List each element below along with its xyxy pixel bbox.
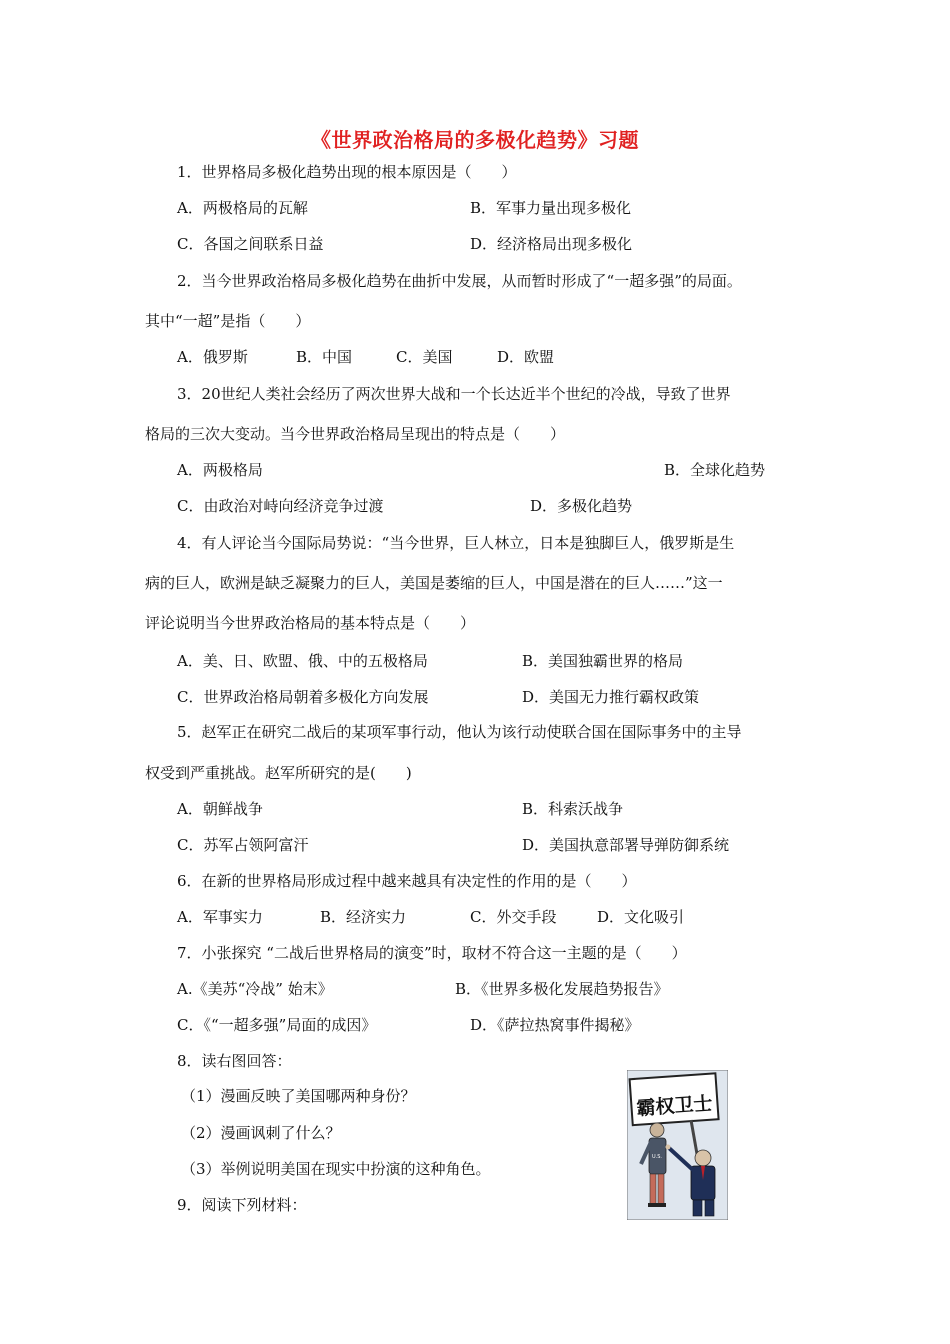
q5-stem-line1: 5．赵军正在研究二战后的某项军事行动，他认为该行动使联合国在国际事务中的主导 xyxy=(177,723,742,741)
q7-option-b: B．《世界多极化发展趋势报告》 xyxy=(455,980,669,998)
hegemony-guard-cartoon xyxy=(627,1070,728,1220)
q6-option-b: B．经济实力 xyxy=(320,908,407,926)
q3-stem-line1: 3．20世纪人类社会经历了两次世界大战和一个长达近半个世纪的冷战，导致了世界 xyxy=(177,385,731,403)
q3-option-a: A．两极格局 xyxy=(177,461,263,479)
q5-stem-line2: 权受到严重挑战。赵军所研究的是( ) xyxy=(145,764,412,782)
q4-stem-line1: 4．有人评论当今国际局势说：“当今世界，巨人林立，日本是独脚巨人，俄罗斯是生 xyxy=(177,534,735,552)
q2-option-c: C．美国 xyxy=(396,348,453,366)
q2-stem-line2: 其中“一超”是指（ ） xyxy=(145,312,311,330)
q1-option-d: D．经济格局出现多极化 xyxy=(470,235,633,253)
q7-option-c: C．《“一超多强”局面的成因》 xyxy=(177,1016,377,1034)
q4-option-b: B．美国独霸世界的格局 xyxy=(522,652,684,670)
q2-option-d: D．欧盟 xyxy=(497,348,555,366)
q3-option-b: B．全球化趋势 xyxy=(664,461,766,479)
q7-option-a: A.《美苏“冷战” 始末》 xyxy=(177,980,333,998)
q6-option-d: D．文化吸引 xyxy=(597,908,685,926)
q6-option-a: A．军事实力 xyxy=(177,908,263,926)
q4-stem-line3: 评论说明当今世界政治格局的基本特点是（ ） xyxy=(145,614,476,632)
cartoon-tag-text: U.S. xyxy=(651,1154,663,1160)
q4-option-a: A．美、日、欧盟、俄、中的五极格局 xyxy=(177,652,428,670)
document-title: 《世界政治格局的多极化趋势》习题 xyxy=(311,128,639,152)
q5-option-c: C．苏军占领阿富汗 xyxy=(177,836,309,854)
q1-stem: 1．世界格局多极化趋势出现的根本原因是（ ） xyxy=(177,163,517,181)
q8-sub-3: （3）举例说明美国在现实中扮演的这种角色。 xyxy=(181,1160,491,1178)
q2-option-a: A．俄罗斯 xyxy=(177,348,248,366)
q6-stem: 6．在新的世界格局形成过程中越来越具有决定性的作用的是（ ） xyxy=(177,872,637,890)
q2-option-b: B．中国 xyxy=(296,348,353,366)
q3-option-c: C．由政治对峙向经济竞争过渡 xyxy=(177,497,384,515)
q8-sub-2: （2）漫画讽刺了什么？ xyxy=(181,1124,341,1142)
q5-option-d: D．美国执意部署导弹防御系统 xyxy=(522,836,730,854)
q1-option-a: A．两极格局的瓦解 xyxy=(177,199,308,217)
q8-stem: 8．读右图回答： xyxy=(177,1052,292,1070)
q5-option-b: B．科索沃战争 xyxy=(522,800,624,818)
q4-option-c: C．世界政治格局朝着多极化方向发展 xyxy=(177,688,429,706)
q7-stem: 7．小张探究 “二战后世界格局的演变”时，取材不符合这一主题的是（ ） xyxy=(177,944,687,962)
q9-stem: 9．阅读下列材料： xyxy=(177,1196,307,1214)
q4-option-d: D．美国无力推行霸权政策 xyxy=(522,688,700,706)
q2-stem-line1: 2．当今世界政治格局多极化趋势在曲折中发展，从而暂时形成了“一超多强”的局面。 xyxy=(177,272,742,290)
cartoon-sign-text: 霸权卫士 xyxy=(635,1092,714,1120)
q1-option-c: C．各国之间联系日益 xyxy=(177,235,324,253)
q8-sub-1: （1）漫画反映了美国哪两种身份？ xyxy=(181,1087,416,1105)
q6-option-c: C．外交手段 xyxy=(470,908,557,926)
q3-option-d: D．多极化趋势 xyxy=(530,497,633,515)
q7-option-d: D．《萨拉热窝事件揭秘》 xyxy=(470,1016,640,1034)
q3-stem-line2: 格局的三次大变动。当今世界政治格局呈现出的特点是（ ） xyxy=(145,425,566,443)
q1-option-b: B．军事力量出现多极化 xyxy=(470,199,632,217)
q4-stem-line2: 病的巨人，欧洲是缺乏凝聚力的巨人，美国是萎缩的巨人，中国是潜在的巨人……”这一 xyxy=(145,574,723,592)
q5-option-a: A．朝鲜战争 xyxy=(177,800,263,818)
